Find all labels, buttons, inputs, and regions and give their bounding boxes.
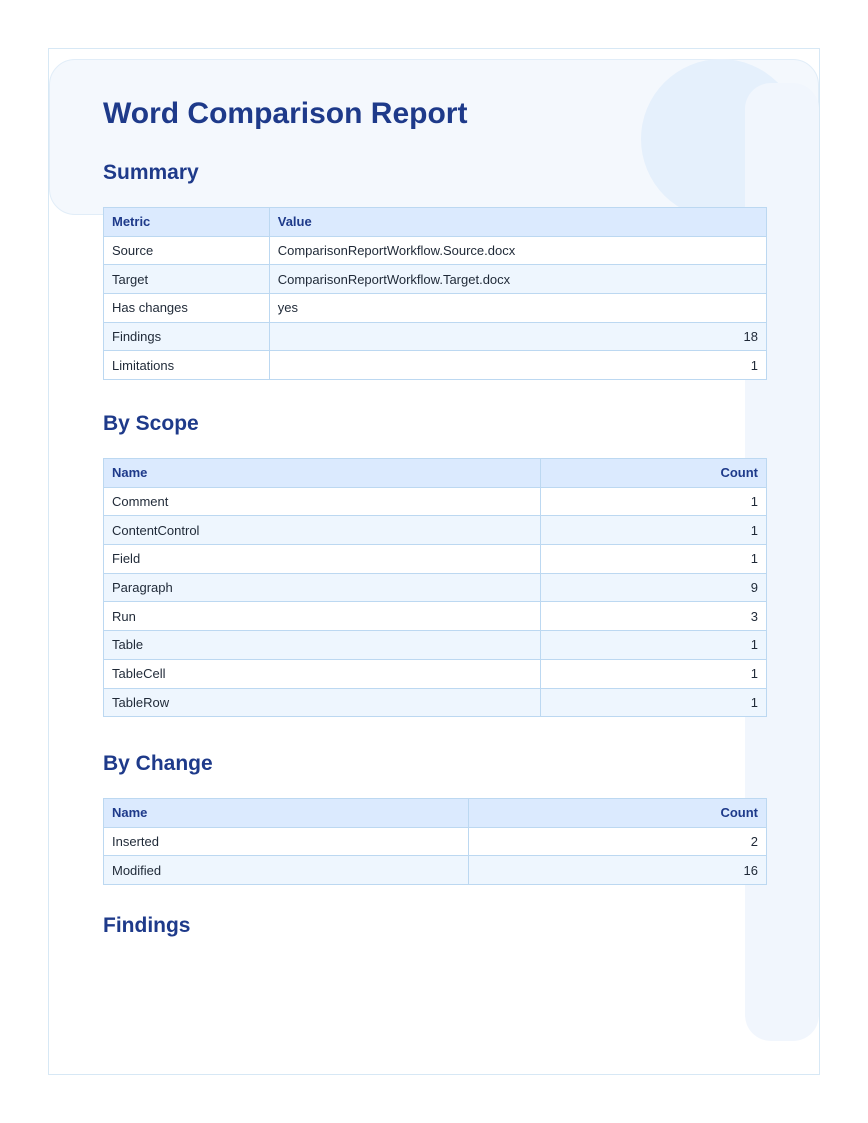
metric-cell: Findings	[104, 322, 270, 351]
table-row	[104, 602, 767, 631]
report-title: Word Comparison Report	[103, 97, 468, 130]
summary-table	[103, 207, 767, 380]
count-cell: 16	[469, 856, 767, 885]
name-cell: Modified	[104, 856, 469, 885]
value-cell: 1	[269, 351, 766, 380]
scope-table	[103, 458, 767, 717]
metric-cell: Has changes	[104, 294, 270, 323]
name-cell: ContentControl	[104, 516, 541, 545]
count-cell: 1	[541, 545, 767, 574]
value-cell: 18	[269, 322, 766, 351]
column-header-name: Name	[104, 459, 541, 488]
value-cell: yes	[269, 294, 766, 323]
table-header-row	[104, 799, 767, 828]
table-row	[104, 659, 767, 688]
count-cell: 9	[541, 573, 767, 602]
section-heading-by-change: By Change	[103, 752, 213, 775]
column-header-count: Count	[469, 799, 767, 828]
count-cell: 1	[541, 631, 767, 660]
table-row	[104, 294, 767, 323]
count-cell: 1	[541, 516, 767, 545]
table-row	[104, 265, 767, 294]
table-row	[104, 827, 767, 856]
name-cell: Table	[104, 631, 541, 660]
name-cell: TableCell	[104, 659, 541, 688]
name-cell: TableRow	[104, 688, 541, 717]
table-header-row	[104, 208, 767, 237]
name-cell: Field	[104, 545, 541, 574]
table-row	[104, 487, 767, 516]
count-cell: 1	[541, 659, 767, 688]
count-cell: 1	[541, 688, 767, 717]
value-cell: ComparisonReportWorkflow.Target.docx	[269, 265, 766, 294]
change-table	[103, 798, 767, 885]
table-row	[104, 631, 767, 660]
count-cell: 3	[541, 602, 767, 631]
report-page	[48, 48, 820, 1075]
table-row	[104, 236, 767, 265]
table-row	[104, 573, 767, 602]
table-row	[104, 856, 767, 885]
table-row	[104, 688, 767, 717]
table-row	[104, 351, 767, 380]
metric-cell: Source	[104, 236, 270, 265]
name-cell: Run	[104, 602, 541, 631]
name-cell: Paragraph	[104, 573, 541, 602]
column-header-count: Count	[541, 459, 767, 488]
metric-cell: Limitations	[104, 351, 270, 380]
section-heading-findings: Findings	[103, 914, 191, 937]
section-heading-by-scope: By Scope	[103, 412, 199, 435]
column-header-value: Value	[269, 208, 766, 237]
name-cell: Inserted	[104, 827, 469, 856]
column-header-name: Name	[104, 799, 469, 828]
count-cell: 2	[469, 827, 767, 856]
column-header-metric: Metric	[104, 208, 270, 237]
table-row	[104, 516, 767, 545]
table-row	[104, 545, 767, 574]
table-header-row	[104, 459, 767, 488]
metric-cell: Target	[104, 265, 270, 294]
section-heading-summary: Summary	[103, 161, 199, 184]
value-cell: ComparisonReportWorkflow.Source.docx	[269, 236, 766, 265]
name-cell: Comment	[104, 487, 541, 516]
table-row	[104, 322, 767, 351]
count-cell: 1	[541, 487, 767, 516]
